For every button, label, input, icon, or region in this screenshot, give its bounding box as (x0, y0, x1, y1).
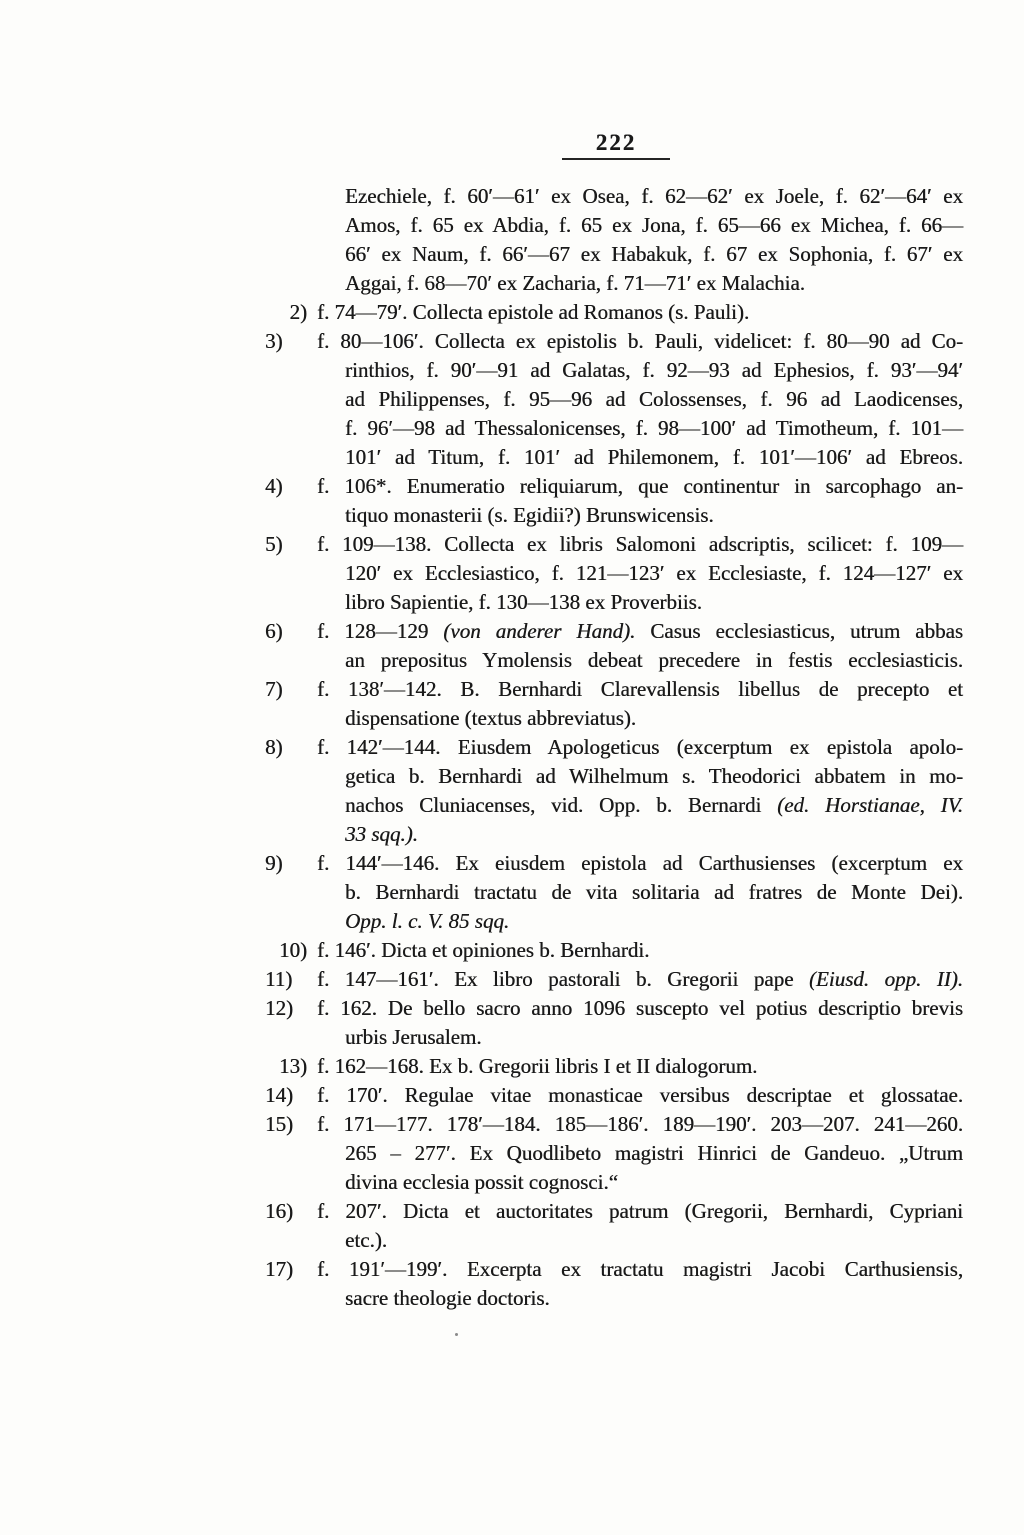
text: rinthios, f. 90′—91 ad Galatas, f. 92—93 ad Ephesios, f. 93′—94′ (345, 358, 963, 382)
entry-number: 17) (265, 1257, 293, 1281)
entry-number: 6) (265, 619, 283, 643)
text-line (265, 965, 963, 994)
entry (289, 298, 963, 327)
text: b. Bernhardi tractatu de vita solitaria ad fratres de Monte Dei). (345, 880, 963, 904)
italic-text: 33 sqq.). (345, 822, 418, 846)
text: 66′ ex Naum, f. 66′—67 ex Habakuk, f. 67 ex Sophonia, f. 67′ ex (345, 242, 963, 266)
text: f. 170′. Regulae vitae monasticae versibus descriptae et glossatae. (317, 1083, 963, 1107)
text-line (265, 994, 963, 1023)
text-line (265, 1052, 963, 1081)
text-line (345, 356, 963, 385)
entry-number: 14) (265, 1083, 293, 1107)
text-line (265, 327, 963, 356)
text: f. 162. De bello sacro anno 1096 suscepto vel potius descriptio brevis (317, 996, 963, 1020)
entry (265, 965, 963, 994)
text: nachos Cluniacenses, vid. Opp. b. Bernardi (345, 793, 778, 817)
text: Aggai, f. 68—70′ ex Zacharia, f. 71—71′ ex Malachia. (345, 271, 805, 295)
text: ad Philippenses, f. 95—96 ad Colossenses, f. 96 ad Laodicenses, (345, 387, 963, 411)
text: f. 74—79′. Collecta epistole ad Romanos (s. Pauli). (317, 300, 750, 324)
text: f. 142′—144. Eiusdem Apologeticus (excerptum ex epistola apolo- (317, 735, 963, 759)
entry (265, 675, 963, 733)
text: f. 106*. Enumeratio reliquiarum, que continentur in sarcophago an- (317, 474, 963, 498)
text-line (345, 907, 963, 936)
text: f. 80—106′. Collecta ex epistolis b. Pauli, videlicet: f. 80—90 ad Co- (317, 329, 963, 353)
entry-number: 8) (265, 735, 283, 759)
entry-number: 15) (265, 1112, 293, 1136)
text: 101′ ad Titum, f. 101′ ad Philemonem, f. 101′—106′ ad Ebreos. (345, 445, 963, 469)
text-line (265, 617, 963, 646)
text: f. 128—129 (317, 619, 444, 643)
entry-number: 12) (265, 996, 293, 1020)
text-line (265, 530, 963, 559)
text: f. 144′—146. Ex eiusdem epistola ad Carthusienses (excerptum ex (317, 851, 963, 875)
text: an prepositus Ymolensis debeat precedere in festis ecclesiasticis. (345, 648, 963, 672)
text-line (265, 1197, 963, 1226)
entry (265, 1197, 963, 1255)
entry-number: 3) (265, 329, 283, 353)
text: Ezechiele, f. 60′—61′ ex Osea, f. 62—62′ ex Joele, f. 62′—64′ ex (345, 184, 963, 208)
text-line (345, 878, 963, 907)
entry-number: 5) (265, 532, 283, 556)
text-line (265, 733, 963, 762)
text-line (345, 588, 963, 617)
text: dispensatione (textus abbreviatus). (345, 706, 637, 730)
text-line (265, 1081, 963, 1110)
entry (265, 472, 963, 530)
text-line (265, 472, 963, 501)
entry (265, 849, 963, 936)
italic-text: (von anderer Hand). (443, 619, 636, 643)
text-line (345, 559, 963, 588)
text-line (345, 791, 963, 820)
entry (265, 733, 963, 849)
text-line (265, 298, 963, 327)
text-line (345, 443, 963, 472)
italic-text: (ed. Horstianae, IV. (777, 793, 963, 817)
text: f. 191′—199′. Excerpta ex tractatu magistri Jacobi Carthusiensis, (317, 1257, 963, 1281)
entry (265, 530, 963, 617)
entry-number: 16) (265, 1199, 293, 1223)
text: f. 162—168. Ex b. Gregorii libris I et II dialogorum. (317, 1054, 758, 1078)
text-line (345, 1023, 963, 1052)
entry (265, 1255, 963, 1313)
italic-text: (Eiusd. opp. II). (808, 967, 963, 991)
text: f. 207′. Dicta et auctoritates patrum (Gregorii, Bernhardi, Cypriani (317, 1199, 963, 1223)
text: 265 – 277′. Ex Quodlibeto magistri Hinrici de Gandeuo. „Utrum (345, 1141, 963, 1165)
text-line (265, 675, 963, 704)
text: libro Sapientie, f. 130—138 ex Proverbiis. (345, 590, 702, 614)
ink-speck (455, 1333, 458, 1336)
text-line (345, 240, 963, 269)
text-line (345, 269, 963, 298)
entry-list (265, 182, 963, 1313)
text: Casus ecclesiasticus, utrum abbas (635, 619, 963, 643)
text: etc.). (345, 1228, 387, 1252)
text-line (345, 1168, 963, 1197)
text: urbis Jerusalem. (345, 1025, 482, 1049)
text-line (345, 762, 963, 791)
entry (265, 1081, 963, 1110)
text-line (265, 1110, 963, 1139)
entry-number: 11) (265, 967, 293, 991)
text-line (345, 1139, 963, 1168)
entry (345, 182, 963, 298)
text-line (265, 1255, 963, 1284)
text-line (345, 1226, 963, 1255)
entry (279, 1052, 963, 1081)
entry-number: 4) (265, 474, 283, 498)
text-line (345, 646, 963, 675)
text: getica b. Bernhardi ad Wilhelmum s. Theodorici abbatem in mo- (345, 764, 963, 788)
text: f. 171—177. 178′—184. 185—186′. 189—190′. 203—207. 241—260. (317, 1112, 963, 1136)
entry (265, 327, 963, 472)
text-line (345, 1284, 963, 1313)
text: f. 96′—98 ad Thessalonicenses, f. 98—100′ ad Timotheum, f. 101— (345, 416, 963, 440)
text: tiquo monasterii (s. Egidii?) Brunswicensis. (345, 503, 714, 527)
italic-text: Opp. l. c. V. 85 sqq. (345, 909, 510, 933)
text-line (345, 820, 963, 849)
page-number: 222 (595, 130, 637, 155)
text: Amos, f. 65 ex Abdia, f. 65 ex Jona, f. 65—66 ex Michea, f. 66— (345, 213, 963, 237)
text: sacre theologie doctoris. (345, 1286, 550, 1310)
text: 120′ ex Ecclesiastico, f. 121—123′ ex Ecclesiaste, f. 124—127′ ex (345, 561, 963, 585)
entry-number: 9) (265, 851, 283, 875)
text-line (265, 849, 963, 878)
text-line (345, 182, 963, 211)
page-number-rule (562, 158, 670, 160)
entry-number: 13) (279, 1054, 307, 1078)
entry-number: 2) (289, 300, 307, 324)
text-line (345, 414, 963, 443)
entry (265, 1110, 963, 1197)
text: f. 146′. Dicta et opiniones b. Bernhardi. (317, 938, 650, 962)
text-line (345, 211, 963, 240)
text: f. 138′—142. B. Bernhardi Clarevallensis libellus de precepto et (317, 677, 963, 701)
page-header (562, 130, 670, 160)
text: f. 147—161′. Ex libro pastorali b. Gregorii pape (317, 967, 809, 991)
text-line (265, 936, 963, 965)
entry (265, 617, 963, 675)
entry-number: 7) (265, 677, 283, 701)
entry (279, 936, 963, 965)
text: f. 109—138. Collecta ex libris Salomoni adscriptis, scilicet: f. 109— (317, 532, 963, 556)
text: divina ecclesia possit cognosci.“ (345, 1170, 618, 1194)
entry-number: 10) (279, 938, 307, 962)
text-line (345, 704, 963, 733)
entry (265, 994, 963, 1052)
text-line (345, 385, 963, 414)
text-line (345, 501, 963, 530)
